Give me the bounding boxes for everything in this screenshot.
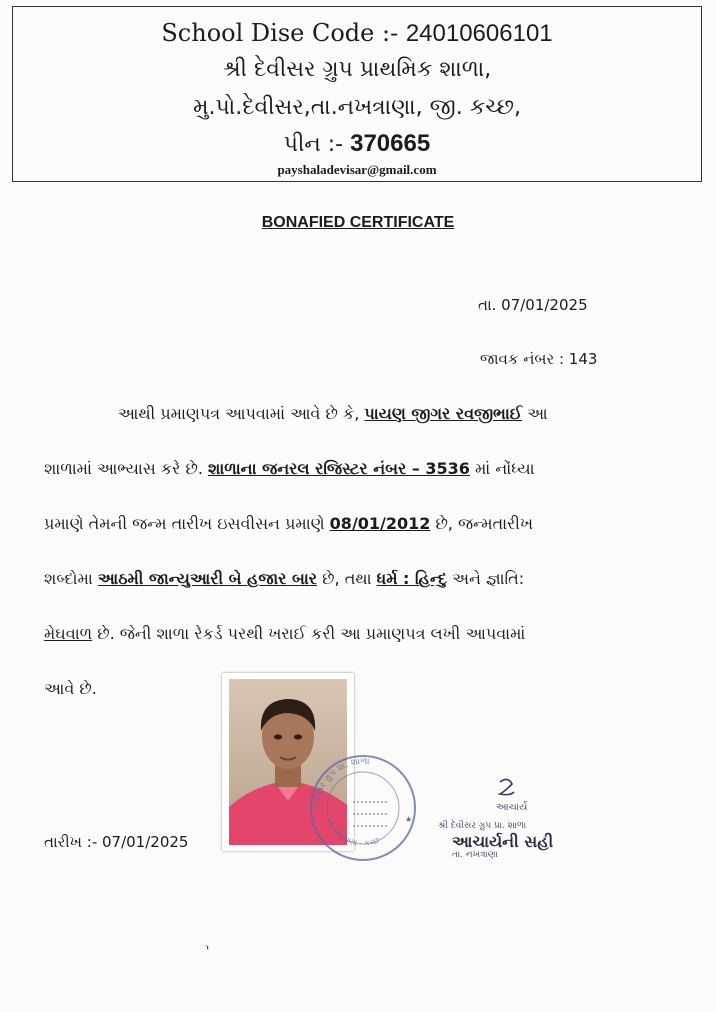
- dise-code: [13, 19, 701, 48]
- stray-mark: ׄ': [206, 944, 210, 958]
- body-text: અને જ્ઞાતિ:: [446, 569, 525, 588]
- body-text: શબ્દોમા: [44, 569, 98, 588]
- date-of-birth: 08/01/2012: [329, 514, 431, 533]
- principal-signature: [452, 832, 553, 860]
- caste: મેઘવાળ: [44, 624, 93, 643]
- body-text: આથી પ્રમાણપત્ર આપવામાં આવે છે કે,: [118, 404, 365, 423]
- certificate-title: BONAFIED CERTIFICATE: [261, 214, 455, 231]
- dise-label: School Dise Code :-: [161, 19, 406, 47]
- stamp-title: આચાર્ય: [496, 802, 528, 813]
- svg-text:તા. નખત્રાણા - કચ્છ: [325, 817, 381, 848]
- body-line-3: [44, 514, 533, 534]
- stamp-text: દેવીસર ગ્રુપ પ્રા. શાળા: [311, 756, 370, 809]
- pin-number: 370665: [350, 130, 431, 157]
- body-text: છે, તથા: [317, 569, 377, 588]
- body-line-6: આવે છે.: [44, 679, 97, 698]
- principal-signature-stamp: [438, 774, 588, 832]
- student-name: પાયણ જીગર રવજીભાઈ: [364, 404, 523, 423]
- issue-date: તા. 07/01/2025: [478, 296, 588, 314]
- religion: ધર્મ : હિન્દુ: [376, 569, 447, 588]
- stamp-bottom-text: તા. નખત્રાણા - કચ્છ: [324, 817, 381, 848]
- body-text: પ્રમાણે તેમની જન્મ તારીખ ઇસવીસન પ્રમાણે: [44, 514, 330, 533]
- body-text: શાળામાં આભ્યાસ કરે છે.: [44, 459, 209, 478]
- body-line-1: [118, 404, 548, 424]
- stamp-school: શ્રી દેવીસર ગ્રુપ પ્રા. શાળા: [438, 821, 527, 831]
- dise-number: 24010606101: [405, 20, 553, 47]
- school-email: payshaladevisar@gmail.com: [277, 162, 437, 177]
- school-address: મુ.પો.દેવીસર,તા.નખત્રાણા, જી. કચ્છ,: [192, 95, 522, 120]
- date-footer: તારીખ :- 07/01/2025: [44, 833, 189, 851]
- body-line-5: [44, 624, 525, 644]
- svg-text:★: ★: [405, 815, 413, 824]
- stamp-taluka: તા. નખત્રાણા: [452, 850, 498, 860]
- body-text: છે, જન્મતારીખ: [430, 514, 534, 533]
- pin-code: [13, 130, 701, 158]
- reference-number: જાવક નંબર : 143: [480, 350, 598, 368]
- school-name: શ્રી દેવીસર ગ્રુપ પ્રાથમિક શાળા,: [222, 57, 492, 82]
- body-text: છે. જેની શાળા રેકર્ડ પરથી ખરાઈ કરી આ પ્રમાણપત્ર લખી આપવામાં: [92, 624, 526, 643]
- register-number: શાળાના જનરલ રજિસ્ટર નંબર – 3536: [208, 459, 470, 478]
- principal-sign-label: આચાર્યની સહી: [452, 832, 554, 851]
- dob-in-words: આઠમી જાન્યુઆરી બે હજાર બાર: [97, 569, 318, 588]
- body-text: માં નોંધ્યા: [469, 459, 535, 478]
- school-stamp: [305, 742, 421, 866]
- letterhead: [12, 6, 702, 182]
- body-text: આ: [522, 404, 548, 423]
- body-line-4: [44, 569, 524, 589]
- body-line-2: [44, 459, 535, 479]
- pin-label: પીન :-: [283, 132, 351, 157]
